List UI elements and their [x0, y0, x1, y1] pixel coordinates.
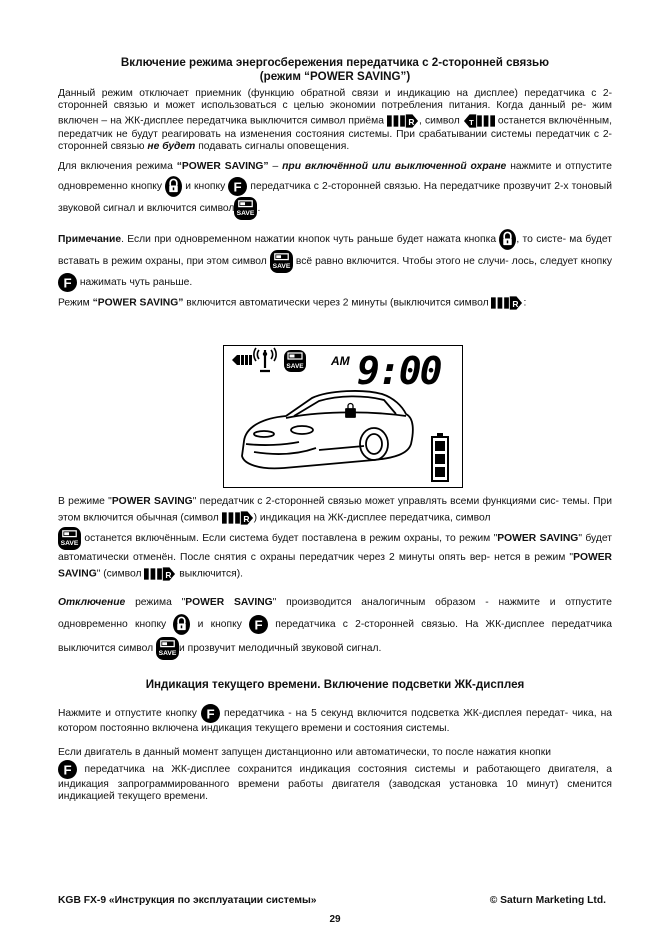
- svg-text:SAVE: SAVE: [286, 363, 304, 370]
- lock-button-icon: [499, 229, 516, 250]
- receive-symbol-icon: [491, 295, 523, 311]
- lcd-transmit-icon: [232, 355, 252, 365]
- section2-paragraph-2: Отключение режима "POWER SAVING" производится аналогичным образом - нажмите и отпустите одновременно кнопку и кнопку передатчика с 2-сторонней связью. На ЖК-дисплее передатчика выключится символ и прозвучит мелодичный звуковой сигнал.: [58, 592, 612, 659]
- lock-button-icon: [173, 614, 190, 635]
- receive-symbol-icon: [387, 113, 419, 129]
- section2-paragraph-1: В режиме "POWER SAVING" передатчик с 2-сторонней связью может управлять всеми функциями сис- темы. При этом включится обычная (символ ) индикация на ЖК-дисплее передатчика, символ останется включённым. Если система будет поставлена в режим охраны, то режим "POWER SAVING" будет автоматически отменён. После снятия с охраны передатчик через 2 минуты опять вер- нется в режим "POWER SAVING" (символ выключится).: [58, 494, 612, 582]
- f-button-icon: [249, 615, 268, 634]
- section3-paragraph-2: Если двигатель в данный момент запущен дистанционно или автоматически, то после нажатия кнопки передатчика на ЖК-дисплее сохранится индикация состояния системы и работающего двигателя, а индикация запрограммированного времени работы двигателя (заводская установка 10 минут) сменится индикацией текущего времени.: [58, 747, 612, 803]
- f-button-icon: [58, 760, 77, 779]
- transmit-symbol-icon: [463, 113, 495, 129]
- lcd-display-illustration: [223, 345, 463, 488]
- auto-mode-paragraph: Режим “POWER SAVING” включится автоматически через 2 минуты (выключится символ :: [58, 295, 612, 311]
- lock-button-icon: [165, 176, 182, 197]
- section3-paragraph-1: Нажмите и отпустите кнопку передатчика - на 5 секунд включится подсветка ЖК-дисплея передат- чика, на котором постоянно включена индикация текущего времени и состояния системы.: [58, 704, 612, 735]
- note-paragraph: Примечание. Если при одновременном нажатии кнопок чуть раньше будет нажата кнопка , то систе- ма будет вставать в режим охраны, при этом символ всё равно включится. Чтобы этого не случи- лось, следует кнопку нажимать чуть раньше.: [58, 229, 612, 292]
- lcd-time: 9:00: [357, 349, 441, 393]
- f-button-icon: [201, 704, 220, 723]
- lcd-save-icon: [284, 350, 306, 372]
- section2: [58, 494, 612, 804]
- section1-paragraph-2: Для включения режима “POWER SAVING” – при включённой или выключенной охране нажмите и отпустите одновременно кнопку и кнопку передатчика с 2-сторонней связью. На передатчике прозвучит 2-х тоновый звуковой сигнал и включится символ .: [58, 157, 612, 220]
- lcd-car-illustration: [242, 391, 413, 468]
- save-symbol-icon: [270, 250, 293, 273]
- section1-title: Включение режима энергосбережения передатчика с 2-сторонней связью (режим “POWER SAVING”): [120, 56, 550, 83]
- footer-copyright: © Saturn Marketing Ltd.: [489, 895, 606, 906]
- save-symbol-icon: [234, 197, 257, 220]
- f-button-icon: [228, 177, 247, 196]
- save-symbol-icon: [58, 527, 81, 550]
- page-content: [58, 56, 612, 311]
- lcd-battery-icon: [432, 433, 448, 481]
- receive-symbol-icon: [222, 510, 254, 526]
- section3-title: Индикация текущего времени. Включение подсветки ЖК-дисплея: [145, 677, 525, 691]
- section1-paragraph-1: Данный режим отключает приемник (функцию обратной связи и индикацию на дисплее) передатчика с 2-сторонней связью и может использоваться с целью экономии потребления питания. Когда данный ре- жим включен – на ЖК-дисплее передатчика выключится символ приёма , символ останется включённым, передатчик не будут реагировать на изменения состояния системы. При срабатывании системы передатчик с 2-сторонней связью не будет подавать сигналы оповещения.: [58, 88, 612, 153]
- footer-title: KGB FX-9 «Инструкция по эксплуатации системы»: [58, 895, 317, 906]
- page-number: 29: [329, 914, 341, 925]
- page-footer: [58, 895, 612, 906]
- f-button-icon: [58, 273, 77, 292]
- save-symbol-icon: [156, 637, 179, 660]
- lcd-antenna-icon: [254, 348, 276, 371]
- lcd-am-label: AM: [331, 354, 350, 368]
- receive-symbol-icon: [144, 566, 176, 582]
